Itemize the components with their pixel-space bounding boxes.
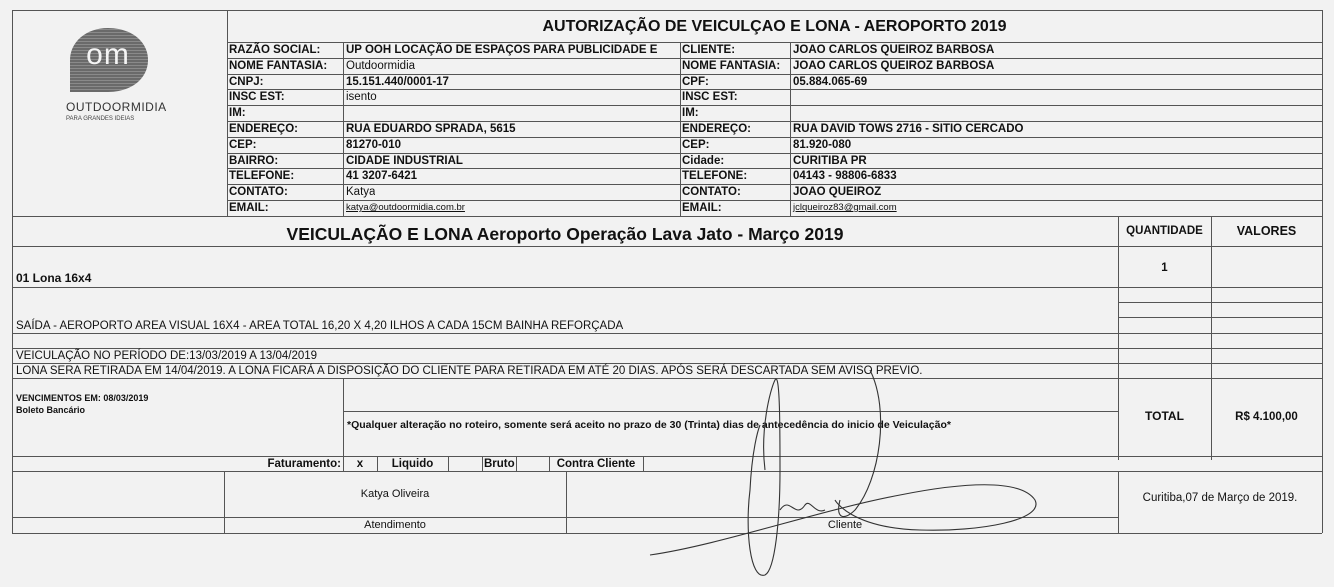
company-field-label: CNPJ: <box>229 76 264 88</box>
client-field-value: 81.920-080 <box>793 139 852 151</box>
qty-row-line-1 <box>1118 302 1322 303</box>
total-label: TOTAL <box>1145 409 1184 423</box>
client-field-value: CURITIBA PR <box>793 155 867 167</box>
client-field-value: jclqueiroz83@gmail.com <box>793 202 897 213</box>
removal-text: LONA SERA RETIRADA EM 14/04/2019. A LONA FICARÁ A DISPOSIÇÃO DO CLIENTE PARA RETIRADA EM ATÉ 20 DIAS. APÓS SERÁ DESCARTADA SEM AVISO PREVIO. <box>16 365 923 377</box>
company-field-value: UP OOH LOCAÇÃO DE ESPAÇOS PARA PUBLICIDADE E <box>346 44 658 56</box>
qty-col-left <box>1118 216 1119 460</box>
total-value: R$ 4.100,00 <box>1235 411 1298 423</box>
company-field-value: Outdoormidia <box>346 60 416 72</box>
order-title: VEICULAÇÃO E LONA Aeroporto Operação Lava Jato - Março 2019 <box>286 224 844 244</box>
info-row-line <box>227 89 1322 90</box>
payment-method: Boleto Bancário <box>16 405 86 415</box>
company-field-value: 81270-010 <box>346 139 401 151</box>
client-field-value: JOAO QUEIROZ <box>793 186 882 198</box>
change-notice: *Qualquer alteração no roteiro, somente será aceito no prazo de 30 (Trinta) dias de antecedência do inicio de Veiculação* <box>347 419 951 431</box>
client-field-label: ENDEREÇO: <box>682 123 752 135</box>
description-bottom <box>12 333 1322 334</box>
billing-option-liquido[interactable]: Liquido <box>391 458 434 470</box>
client-field-value: 05.884.065-69 <box>793 76 868 88</box>
company-field-label: INSC EST: <box>229 91 285 103</box>
client-role: Cliente <box>827 519 863 531</box>
company-field-value: RUA EDUARDO SPRADA, 5615 <box>346 123 516 135</box>
client-field-value: JOAO CARLOS QUEIROZ BARBOSA <box>793 44 995 56</box>
company-field-value: isento <box>346 91 377 103</box>
info-col-divider <box>680 42 681 216</box>
due-date: VENCIMENTOS EM: 08/03/2019 <box>16 393 149 403</box>
company-field-value: 15.151.440/0001-17 <box>346 76 449 88</box>
client-signature <box>640 370 1040 585</box>
billing-option-bruto[interactable]: Bruto <box>484 458 515 470</box>
client-field-label: TELEFONE: <box>682 170 748 182</box>
info-row-line <box>227 105 1322 106</box>
company-field-label: EMAIL: <box>229 202 269 214</box>
period-text: VEICULAÇÃO NO PERÍODO DE:13/03/2019 A 13/04/2019 <box>16 350 318 362</box>
item-quantity: 1 <box>1161 262 1168 274</box>
billing-option-contra-cliente[interactable]: Contra Cliente <box>556 458 636 470</box>
billing-div-2 <box>448 456 449 471</box>
company-field-label: IM: <box>229 107 246 119</box>
company-field-label: TELEFONE: <box>229 170 295 182</box>
company-field-label: NOME FANTASIA: <box>229 60 328 72</box>
billing-mark[interactable]: x <box>356 458 364 470</box>
client-field-value: 04143 - 98806-6833 <box>793 170 897 182</box>
client-field-label: EMAIL: <box>682 202 722 214</box>
client-field-label: NOME FANTASIA: <box>682 60 781 72</box>
client-field-label: IM: <box>682 107 699 119</box>
item-row-bottom <box>12 287 1322 288</box>
company-field-label: CONTATO: <box>229 186 288 198</box>
company-field-value: Katya <box>346 186 376 198</box>
logo-divider <box>227 10 228 216</box>
client-field-label: CEP: <box>682 139 710 151</box>
border-right <box>1322 10 1323 533</box>
qty-row-line-2 <box>1118 317 1322 318</box>
border-top <box>12 10 1322 11</box>
values-header: VALORES <box>1236 224 1297 238</box>
agent-role: Atendimento <box>364 519 426 531</box>
client-field-value: JOAO CARLOS QUEIROZ BARBOSA <box>793 60 995 72</box>
header-bottom <box>12 216 1322 217</box>
company-field-value: 41 3207-6421 <box>346 170 417 182</box>
order-title-bottom <box>12 246 1322 247</box>
info-row-line <box>227 184 1322 185</box>
client-field-label: INSC EST: <box>682 91 738 103</box>
place-date: Curitiba,07 de Março de 2019. <box>1142 492 1298 504</box>
company-field-value: katya@outdoormidia.com.br <box>346 202 465 213</box>
agent-name: Katya Oliveira <box>360 488 430 500</box>
client-field-label: CONTATO: <box>682 186 741 198</box>
item-description: SAÍDA - AEROPORTO AREA VISUAL 16X4 - AREA TOTAL 16,20 X 4,20 ILHOS A CADA 15CM BAINHA REFORÇADA <box>16 320 624 332</box>
company-logo <box>66 26 150 96</box>
info-col-divider <box>790 42 791 216</box>
logo-tagline: PARA GRANDES IDEIAS <box>66 116 135 122</box>
client-field-label: Cidade: <box>682 155 725 167</box>
billing-label: Faturamento: <box>267 458 341 470</box>
info-col-divider <box>343 42 344 216</box>
sig-div-2 <box>566 471 567 533</box>
company-field-label: RAZÃO SOCIAL: <box>229 44 321 56</box>
quantity-header: QUANTIDADE <box>1126 225 1203 237</box>
company-field-value: CIDADE INDUSTRIAL <box>346 155 463 167</box>
company-field-label: BAIRRO: <box>229 155 279 167</box>
client-field-label: CLIENTE: <box>682 44 736 56</box>
company-field-label: ENDEREÇO: <box>229 123 299 135</box>
logo-brand: OUTDOORMIDIA <box>66 100 167 114</box>
form-title: AUTORIZAÇÃO DE VEICULÇAO E LONA - AEROPORTO 2019 <box>542 18 1007 35</box>
company-field-label: CEP: <box>229 139 257 151</box>
billing-div-3 <box>482 456 483 471</box>
billing-div-4 <box>516 456 517 471</box>
item-name: 01 Lona 16x4 <box>16 271 92 285</box>
client-field-label: CPF: <box>682 76 709 88</box>
logo-mark-text: om <box>86 38 130 71</box>
border-left <box>12 10 13 533</box>
client-field-value: RUA DAVID TOWS 2716 - SITIO CERCADO <box>793 123 1024 135</box>
